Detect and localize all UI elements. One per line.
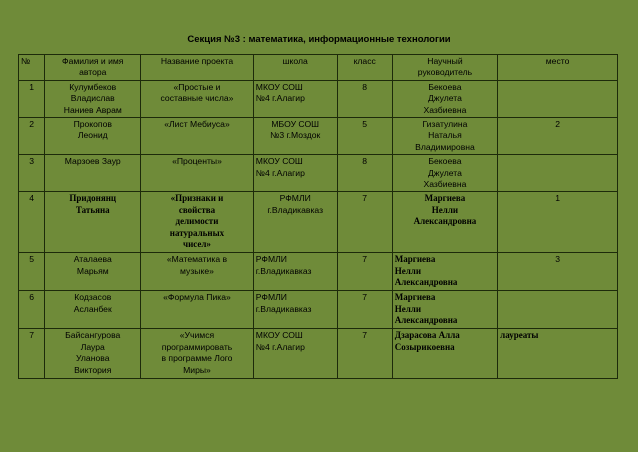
grade-value: 5 xyxy=(337,118,392,155)
project-title: «Простые и составные числа» xyxy=(141,80,254,117)
participant-name: Придонянц Татьяна xyxy=(45,192,141,253)
place-value: 1 xyxy=(498,192,618,253)
row-number: 6 xyxy=(19,291,45,329)
row-number: 3 xyxy=(19,155,45,192)
row-number: 2 xyxy=(19,118,45,155)
project-title: «Формула Пика» xyxy=(141,291,254,329)
row-number: 5 xyxy=(19,253,45,291)
place-value: 3 xyxy=(498,253,618,291)
supervisor-name: Маргиева Нелли Александровна xyxy=(392,192,497,253)
place-value xyxy=(498,291,618,329)
grade-value: 8 xyxy=(337,155,392,192)
supervisor-name: Маргиева Нелли Александровна xyxy=(392,253,497,291)
project-title: «Признаки и свойства делимости натуральных чисел» xyxy=(141,192,254,253)
school-name: РФМЛИ г.Владикавказ xyxy=(253,291,337,329)
supervisor-name: Гизатулина Наталья Владимировна xyxy=(392,118,497,155)
grade-value: 7 xyxy=(337,291,392,329)
school-name: МКОУ СОШ №4 г.Алагир xyxy=(253,155,337,192)
supervisor-name: Бекоева Джулета Хазбиевна xyxy=(392,155,497,192)
project-title: «Проценты» xyxy=(141,155,254,192)
row-number: 1 xyxy=(19,80,45,117)
grade-value: 7 xyxy=(337,192,392,253)
participant-name: Байсангурова Лаура Уланова Виктория xyxy=(45,329,141,379)
project-title: «Математика в музыке» xyxy=(141,253,254,291)
table-row xyxy=(19,80,618,117)
grade-value: 7 xyxy=(337,329,392,379)
participant-name: Кулумбеков Владислав Наниев Аврам xyxy=(45,80,141,117)
supervisor-name: Дзарасова Алла Созырикоевна xyxy=(392,329,497,379)
participant-name: Аталаева Марьям xyxy=(45,253,141,291)
grade-value: 8 xyxy=(337,80,392,117)
place-value: 2 xyxy=(498,118,618,155)
project-title: «Учимся программировать в программе Лого Миры» xyxy=(141,329,254,379)
place-value xyxy=(498,80,618,117)
participant-name: Кодзасов Асланбек xyxy=(45,291,141,329)
row-number: 4 xyxy=(19,192,45,253)
participant-name: Прокопов Леонид xyxy=(45,118,141,155)
table-row xyxy=(19,192,618,253)
header-project: Название проекта xyxy=(141,55,254,81)
project-title: «Лист Мебиуса» xyxy=(141,118,254,155)
header-number: № xyxy=(19,55,45,81)
header-place: место xyxy=(498,55,618,81)
row-number: 7 xyxy=(19,329,45,379)
table-row xyxy=(19,118,618,155)
table-row xyxy=(19,253,618,291)
header-grade: класс xyxy=(337,55,392,81)
school-name: РФМЛИ г.Владикавказ xyxy=(253,192,337,253)
header-school: школа xyxy=(253,55,337,81)
table-row xyxy=(19,329,618,379)
table-row xyxy=(19,155,618,192)
school-name: МКОУ СОШ №4 г.Алагир xyxy=(253,329,337,379)
table-row xyxy=(19,291,618,329)
school-name: РФМЛИ г.Владикавказ xyxy=(253,253,337,291)
place-value: лауреаты xyxy=(498,329,618,379)
supervisor-name: Бекоева Джулета Хазбиевна xyxy=(392,80,497,117)
table-header-row xyxy=(19,55,618,81)
school-name: МКОУ СОШ №4 г.Алагир xyxy=(253,80,337,117)
participant-name: Марзоев Заур xyxy=(45,155,141,192)
grade-value: 7 xyxy=(337,253,392,291)
supervisor-name: Маргиева Нелли Александровна xyxy=(392,291,497,329)
section-title: Секция №3 : математика, информационные технологии xyxy=(187,34,451,45)
place-value xyxy=(498,155,618,192)
header-supervisor: Научный руководитель xyxy=(392,55,497,81)
header-name: Фамилия и имя автора xyxy=(45,55,141,81)
results-table xyxy=(18,54,618,379)
school-name: МБОУ СОШ №3 г.Моздок xyxy=(253,118,337,155)
